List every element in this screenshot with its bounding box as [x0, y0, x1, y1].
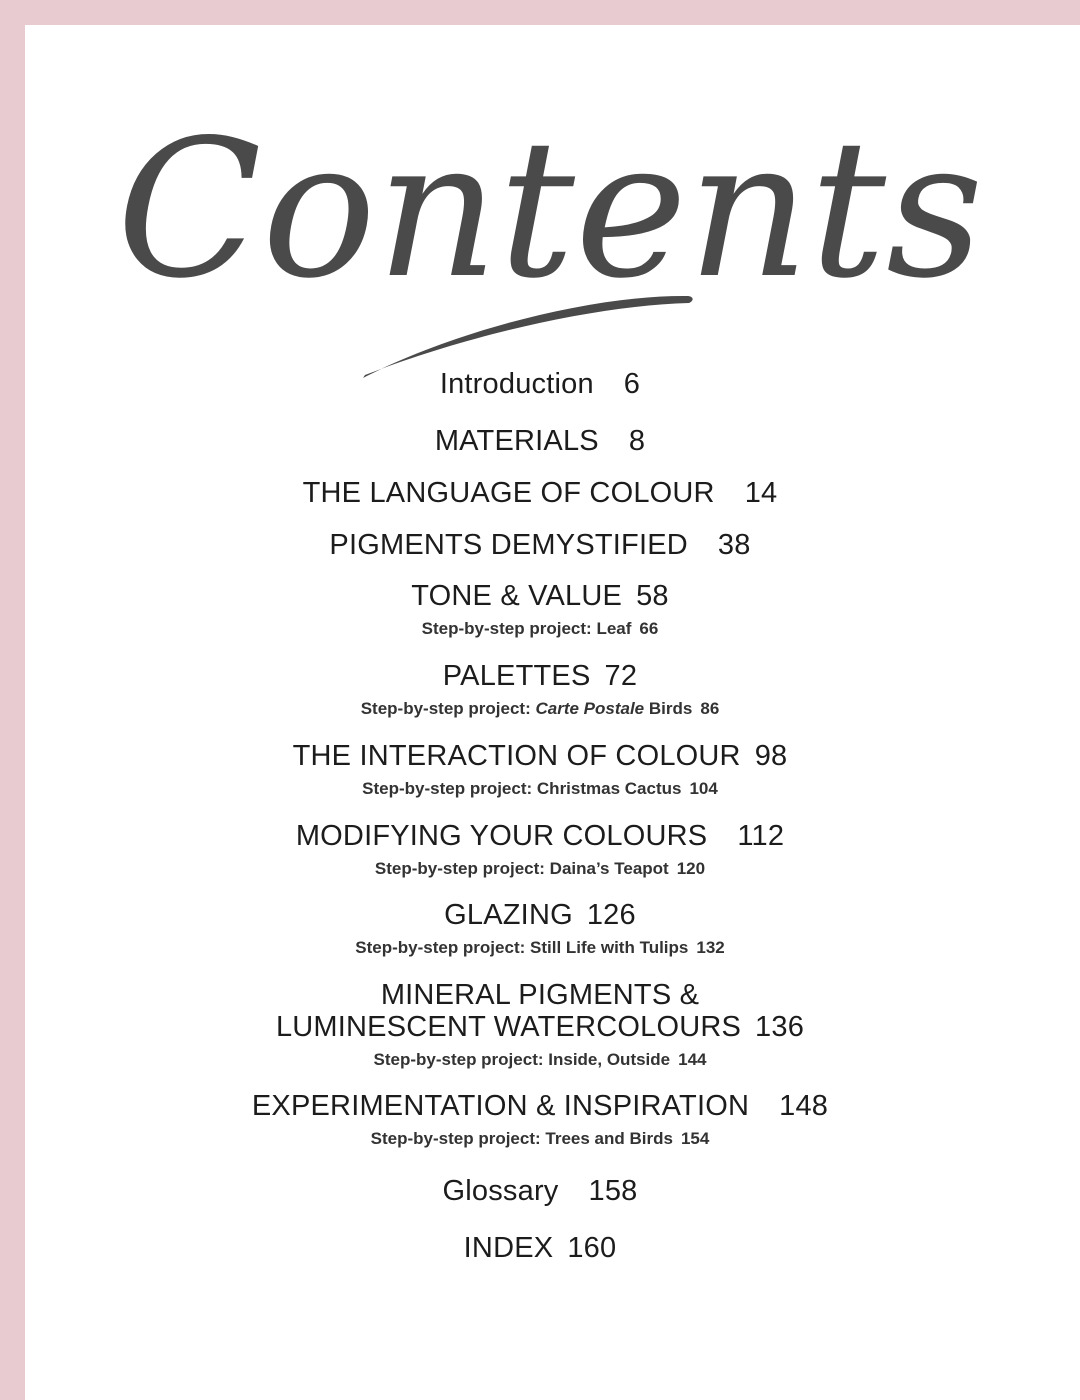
- toc-entry-glossary[interactable]: Glossary 158: [442, 1175, 638, 1207]
- toc-subentry-inside-outside[interactable]: Step-by-step project: Inside, Outside 144: [373, 1050, 707, 1069]
- toc-entry-modifying-your-colours[interactable]: MODIFYING YOUR COLOURS 112: [295, 820, 785, 852]
- toc-entry-luminescent-watercolours[interactable]: LUMINESCENT WATERCOLOURS 136: [275, 1011, 805, 1043]
- toc-subentry-christmas-cactus[interactable]: Step-by-step project: Christmas Cactus 104: [362, 779, 718, 798]
- toc-entry-mineral-pigments-line1[interactable]: MINERAL PIGMENTS &: [380, 979, 700, 1011]
- toc-entry-index[interactable]: INDEX 160: [463, 1232, 617, 1264]
- toc-subentry-leaf[interactable]: Step-by-step project: Leaf 66: [421, 619, 659, 638]
- toc-entry-tone-value[interactable]: TONE & VALUE 58: [411, 580, 669, 612]
- contents-title-lettering: [116, 70, 984, 390]
- toc-subentry-carte-postale-birds[interactable]: Step-by-step project: Carte Postale Birds 86: [360, 699, 720, 718]
- toc-subentry-dainas-teapot[interactable]: Step-by-step project: Daina’s Teapot 120: [374, 859, 706, 878]
- toc-entry-materials[interactable]: MATERIALS 8: [434, 425, 646, 457]
- toc-entry-pigments-demystified[interactable]: PIGMENTS DEMYSTIFIED 38: [329, 529, 751, 561]
- toc-subentry-trees-and-birds[interactable]: Step-by-step project: Trees and Birds 154: [370, 1129, 710, 1148]
- contents-title: Contents: [116, 99, 984, 320]
- toc-entry-glazing[interactable]: GLAZING 126: [444, 899, 636, 931]
- toc-entry-interaction-of-colour[interactable]: THE INTERACTION OF COLOUR 98: [292, 740, 788, 772]
- toc-entry-introduction[interactable]: Introduction 6: [439, 368, 641, 400]
- toc-subentry-still-life-with-tulips[interactable]: Step-by-step project: Still Life with Tulips 132: [355, 938, 725, 957]
- toc-entry-language-of-colour[interactable]: THE LANGUAGE OF COLOUR 14: [302, 477, 778, 509]
- toc-entry-experimentation-inspiration[interactable]: EXPERIMENTATION & INSPIRATION 148: [251, 1090, 829, 1122]
- toc-entry-palettes[interactable]: PALETTES 72: [442, 660, 638, 692]
